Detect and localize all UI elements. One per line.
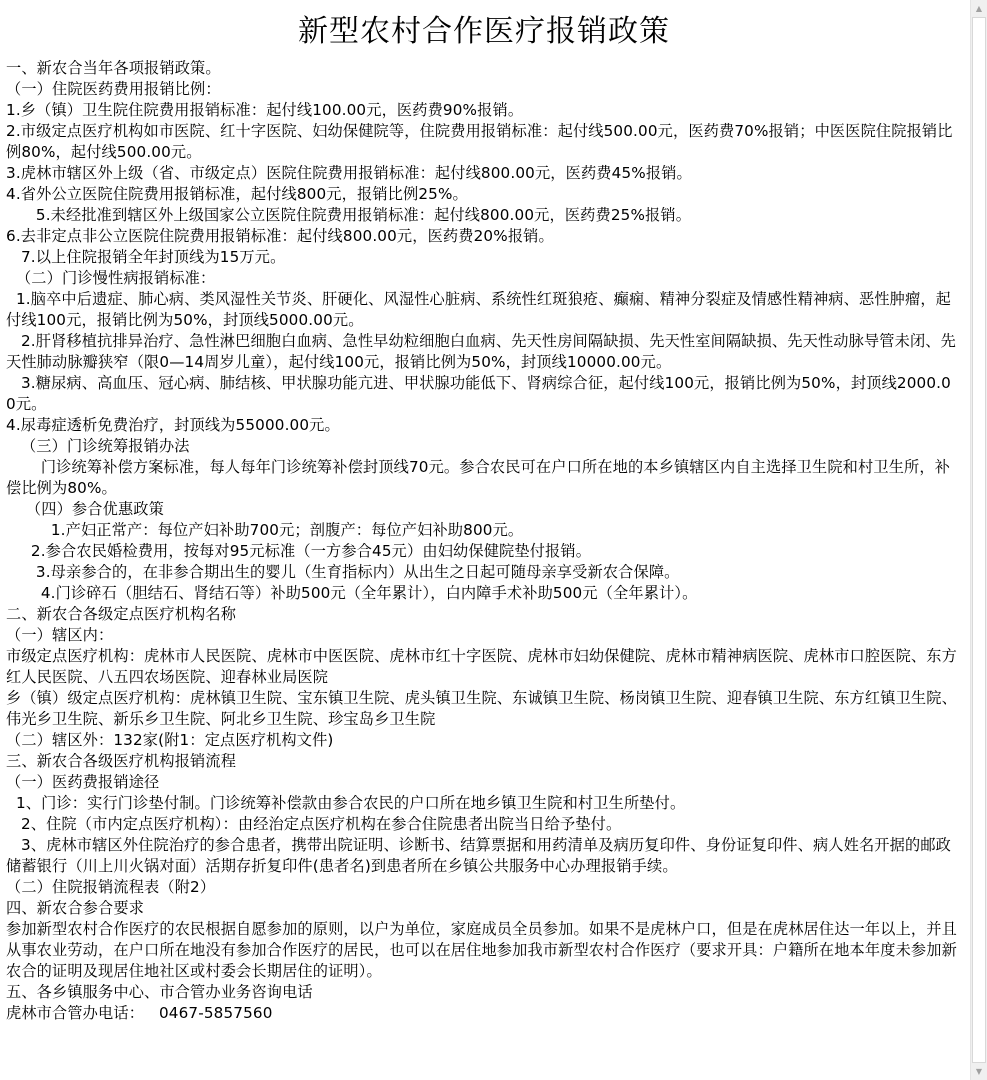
paragraph: 4.尿毒症透析免费治疗，封顶线为55000.00元。 bbox=[6, 416, 340, 434]
paragraph: 5.未经批准到辖区外上级国家公立医院住院费用报销标准：起付线800.00元，医药费25%报销。 bbox=[6, 206, 692, 224]
subsection-heading: （一）医药费报销途径 bbox=[6, 773, 160, 791]
section-heading: 二、新农合各级定点医疗机构名称 bbox=[6, 605, 237, 623]
paragraph: 3、虎林市辖区外住院治疗的参合患者，携带出院证明、诊断书、结算票据和用药清单及病历复印件、身份证复印件、病人姓名开据的邮政储蓄银行（川上川火锅对面）活期存折复印件(患者名)到患者所在乡镇公共服务中心办理报销手续。 bbox=[6, 836, 951, 875]
subsection-heading: （二）辖区外：132家(附1：定点医疗机构文件) bbox=[6, 731, 334, 749]
scroll-up-arrow-icon[interactable]: ▲ bbox=[971, 0, 987, 17]
section-heading: 一、新农合当年各项报销政策。 bbox=[6, 59, 221, 77]
section-heading: 三、新农合各级医疗机构报销流程 bbox=[6, 752, 237, 770]
paragraph: 市级定点医疗机构：虎林市人民医院、虎林市中医医院、虎林市红十字医院、虎林市妇幼保健院、虎林市精神病医院、虎林市口腔医院、东方红人民医院、八五四农场医院、迎春林业局医院 bbox=[6, 647, 957, 686]
paragraph: 2.参合农民婚检费用，按每对95元标准（一方参合45元）由妇幼保健院垫付报销。 bbox=[6, 542, 592, 560]
paragraph: 参加新型农村合作医疗的农民根据自愿参加的原则，以户为单位，家庭成员全员参加。如果不是虎林户口，但是在虎林居住达一年以上，并且从事农业劳动，在户口所在地没有参加合作医疗的居民，也可以在居住地参加我市新型农村合作医疗（要求开具：户籍所在地本年度未参加新农合的证明及现居住地社区或村委会长期居住的证明）。 bbox=[6, 920, 957, 980]
paragraph: 1.产妇正常产：每位产妇补助700元；剖腹产：每位产妇补助800元。 bbox=[6, 521, 524, 539]
paragraph: 7.以上住院报销全年封顶线为15万元。 bbox=[6, 248, 286, 266]
paragraph: 1.乡（镇）卫生院住院费用报销标准：起付线100.00元，医药费90%报销。 bbox=[6, 101, 524, 119]
paragraph: 3.母亲参合的，在非参合期出生的婴儿（生育指标内）从出生之日起可随母亲享受新农合保障。 bbox=[6, 563, 680, 581]
paragraph: 2.市级定点医疗机构如市医院、红十字医院、妇幼保健院等，住院费用报销标准：起付线500.00元，医药费70%报销；中医医院住院报销比例80%，起付线500.00元。 bbox=[6, 122, 953, 161]
paragraph: 1、门诊：实行门诊垫付制。门诊统筹补偿款由参合农民的户口所在地乡镇卫生院和村卫生所垫付。 bbox=[6, 794, 686, 812]
subsection-heading: （一）辖区内： bbox=[6, 626, 114, 644]
subsection-heading: （四）参合优惠政策 bbox=[6, 500, 164, 518]
paragraph: 2.肝肾移植抗排异治疗、急性淋巴细胞白血病、急性早幼粒细胞白血病、先天性房间隔缺损、先天性室间隔缺损、先天性动脉导管未闭、先天性肺动脉瓣狭窄（限0—14周岁儿童），起付线100元，报销比例为50%，封顶线10000.00元。 bbox=[6, 332, 956, 371]
scrollbar-thumb[interactable] bbox=[972, 17, 986, 1063]
subsection-heading: （三）门诊统筹报销办法 bbox=[6, 437, 190, 455]
vertical-scrollbar[interactable] bbox=[970, 0, 987, 1080]
paragraph: 3.虎林市辖区外上级（省、市级定点）医院住院费用报销标准：起付线800.00元，医药费45%报销。 bbox=[6, 164, 692, 182]
paragraph: 乡（镇）级定点医疗机构：虎林镇卫生院、宝东镇卫生院、虎头镇卫生院、东诚镇卫生院、杨岗镇卫生院、迎春镇卫生院、东方红镇卫生院、伟光乡卫生院、新乐乡卫生院、阿北乡卫生院、珍宝岛乡卫生院 bbox=[6, 689, 957, 728]
subsection-heading: （一）住院医药费用报销比例： bbox=[6, 80, 221, 98]
paragraph: 4.省外公立医院住院费用报销标准，起付线800元，报销比例25%。 bbox=[6, 185, 468, 203]
paragraph: 1.脑卒中后遗症、肺心病、类风湿性关节炎、肝硬化、风湿性心脏病、系统性红斑狼疮、癫痫、精神分裂症及情感性精神病、恶性肿瘤，起付线100元，报销比例为50%，封顶线5000.00元。 bbox=[6, 290, 952, 329]
section-heading: 五、各乡镇服务中心、市合管办业务咨询电话 bbox=[6, 983, 313, 1001]
document-body bbox=[0, 58, 968, 1024]
subsection-heading: （二）住院报销流程表（附2） bbox=[6, 878, 216, 896]
paragraph: 3.糖尿病、高血压、冠心病、肺结核、甲状腺功能亢进、甲状腺功能低下、肾病综合征，起付线100元，报销比例为50%，封顶线2000.00元。 bbox=[6, 374, 951, 413]
paragraph: 6.去非定点非公立医院住院费用报销标准：起付线800.00元，医药费20%报销。 bbox=[6, 227, 554, 245]
contact-phone: 虎林市合管办电话： 0467-5857560 bbox=[6, 1004, 273, 1022]
subsection-heading: （二）门诊慢性病报销标准： bbox=[6, 269, 216, 287]
paragraph: 4.门诊碎石（胆结石、肾结石等）补助500元（全年累计），白内障手术补助500元（全年累计）。 bbox=[6, 584, 698, 602]
paragraph: 2、住院（市内定点医疗机构）：由经治定点医疗机构在参合住院患者出院当日给予垫付。 bbox=[6, 815, 622, 833]
page-title: 新型农村合作医疗报销政策 bbox=[298, 14, 670, 49]
paragraph: 门诊统筹补偿方案标准，每人每年门诊统筹补偿封顶线70元。参合农民可在户口所在地的本乡镇辖区内自主选择卫生院和村卫生所，补偿比例为80%。 bbox=[6, 458, 951, 497]
scroll-down-arrow-icon[interactable]: ▼ bbox=[971, 1063, 987, 1080]
section-heading: 四、新农合参合要求 bbox=[6, 899, 145, 917]
